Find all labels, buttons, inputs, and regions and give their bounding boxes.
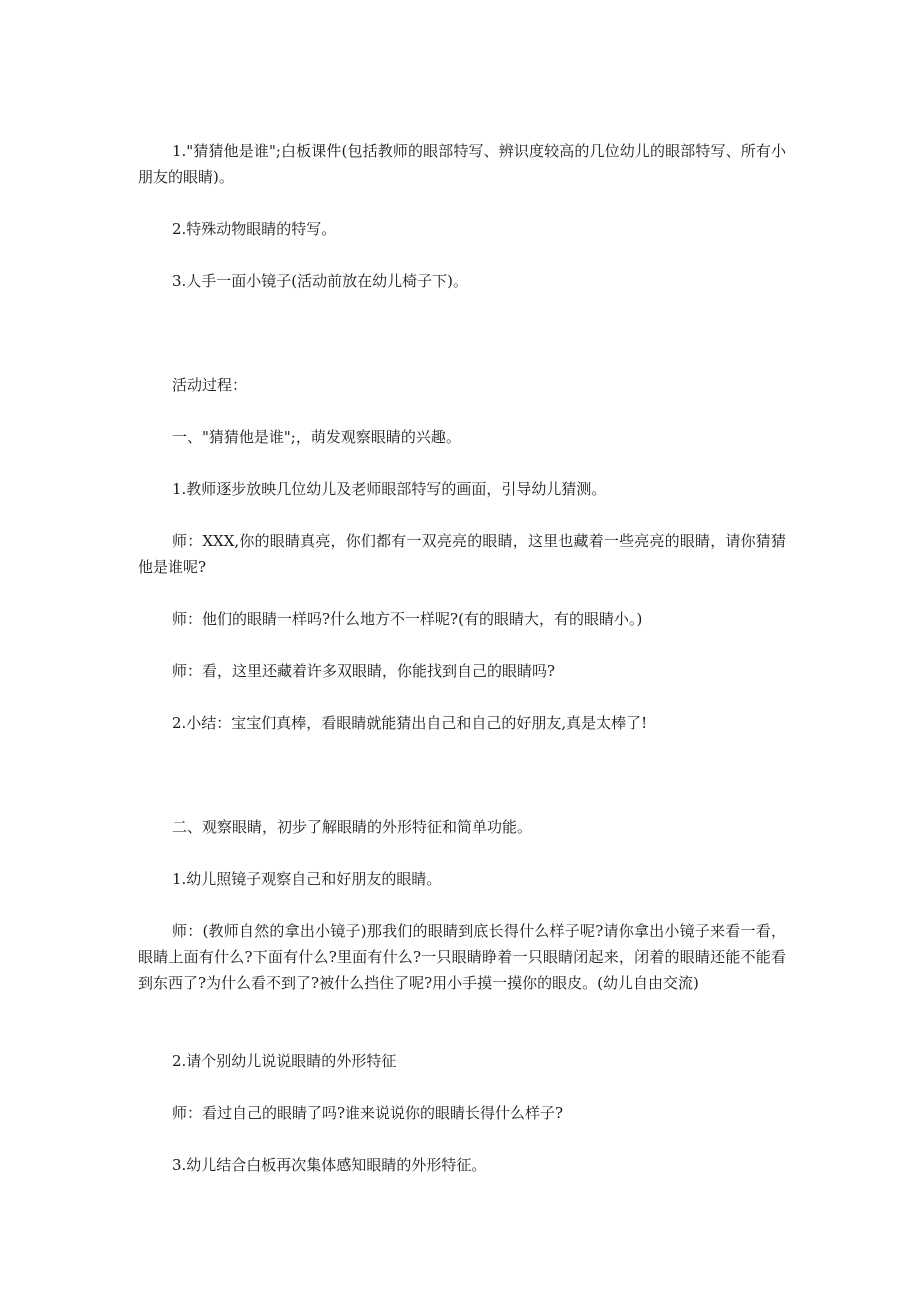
teacher-dialogue-4: 师：(教师自然的拿出小镜子)那我们的眼睛到底长得什么样子呢?请你拿出小镜子来看一看，眼睛上面有什么?下面有什么?里面有什么?一只眼睛睁着一只眼睛闭起来，闭着的眼睛还能不能看到东西了?为什么看不到了?被什么挡住了呢?用小手摸一摸你的眼皮。(幼儿自由交流) <box>138 922 786 992</box>
materials-item-2: 2.特殊动物眼睛的特写。 <box>172 220 337 238</box>
section-heading-process: 活动过程： <box>172 376 248 394</box>
teacher-dialogue-3: 师：看，这里还藏着许多双眼睛，你能找到自己的眼睛吗? <box>172 662 556 680</box>
teacher-dialogue-1: 师：XXX,你的眼睛真亮，你们都有一双亮亮的眼睛，这里也藏着一些亮亮的眼睛，请你猜猜他是谁呢? <box>138 532 786 576</box>
teacher-dialogue-5: 师：看过自己的眼睛了吗?谁来说说你的眼睛长得什么样子? <box>172 1104 564 1122</box>
step-heading-1: 一、"猜猜他是谁";，萌发观察眼睛的兴趣。 <box>172 428 461 446</box>
step-heading-2: 二、观察眼睛，初步了解眼睛的外形特征和简单功能。 <box>172 818 533 836</box>
step-1-summary: 2.小结：宝宝们真棒，看眼睛就能猜出自己和自己的好朋友,真是太棒了! <box>172 714 648 732</box>
step-2-item-1: 1.幼儿照镜子观察自己和好朋友的眼睛。 <box>172 870 442 888</box>
materials-item-1: 1."猜猜他是谁";白板课件(包括教师的眼部特写、辨识度较高的几位幼儿的眼部特写、所有小朋友的眼睛)。 <box>138 142 786 186</box>
materials-item-3: 3.人手一面小镜子(活动前放在幼儿椅子下)。 <box>172 272 469 290</box>
step-1-item-1: 1.教师逐步放映几位幼儿及老师眼部特写的画面，引导幼儿猜测。 <box>172 480 607 498</box>
teacher-dialogue-2: 师：他们的眼睛一样吗?什么地方不一样呢?(有的眼睛大，有的眼睛小。) <box>172 610 643 628</box>
step-2-item-3: 3.幼儿结合白板再次集体感知眼睛的外形特征。 <box>172 1156 487 1174</box>
step-2-item-2: 2.请个别幼儿说说眼睛的外形特征 <box>172 1052 397 1070</box>
